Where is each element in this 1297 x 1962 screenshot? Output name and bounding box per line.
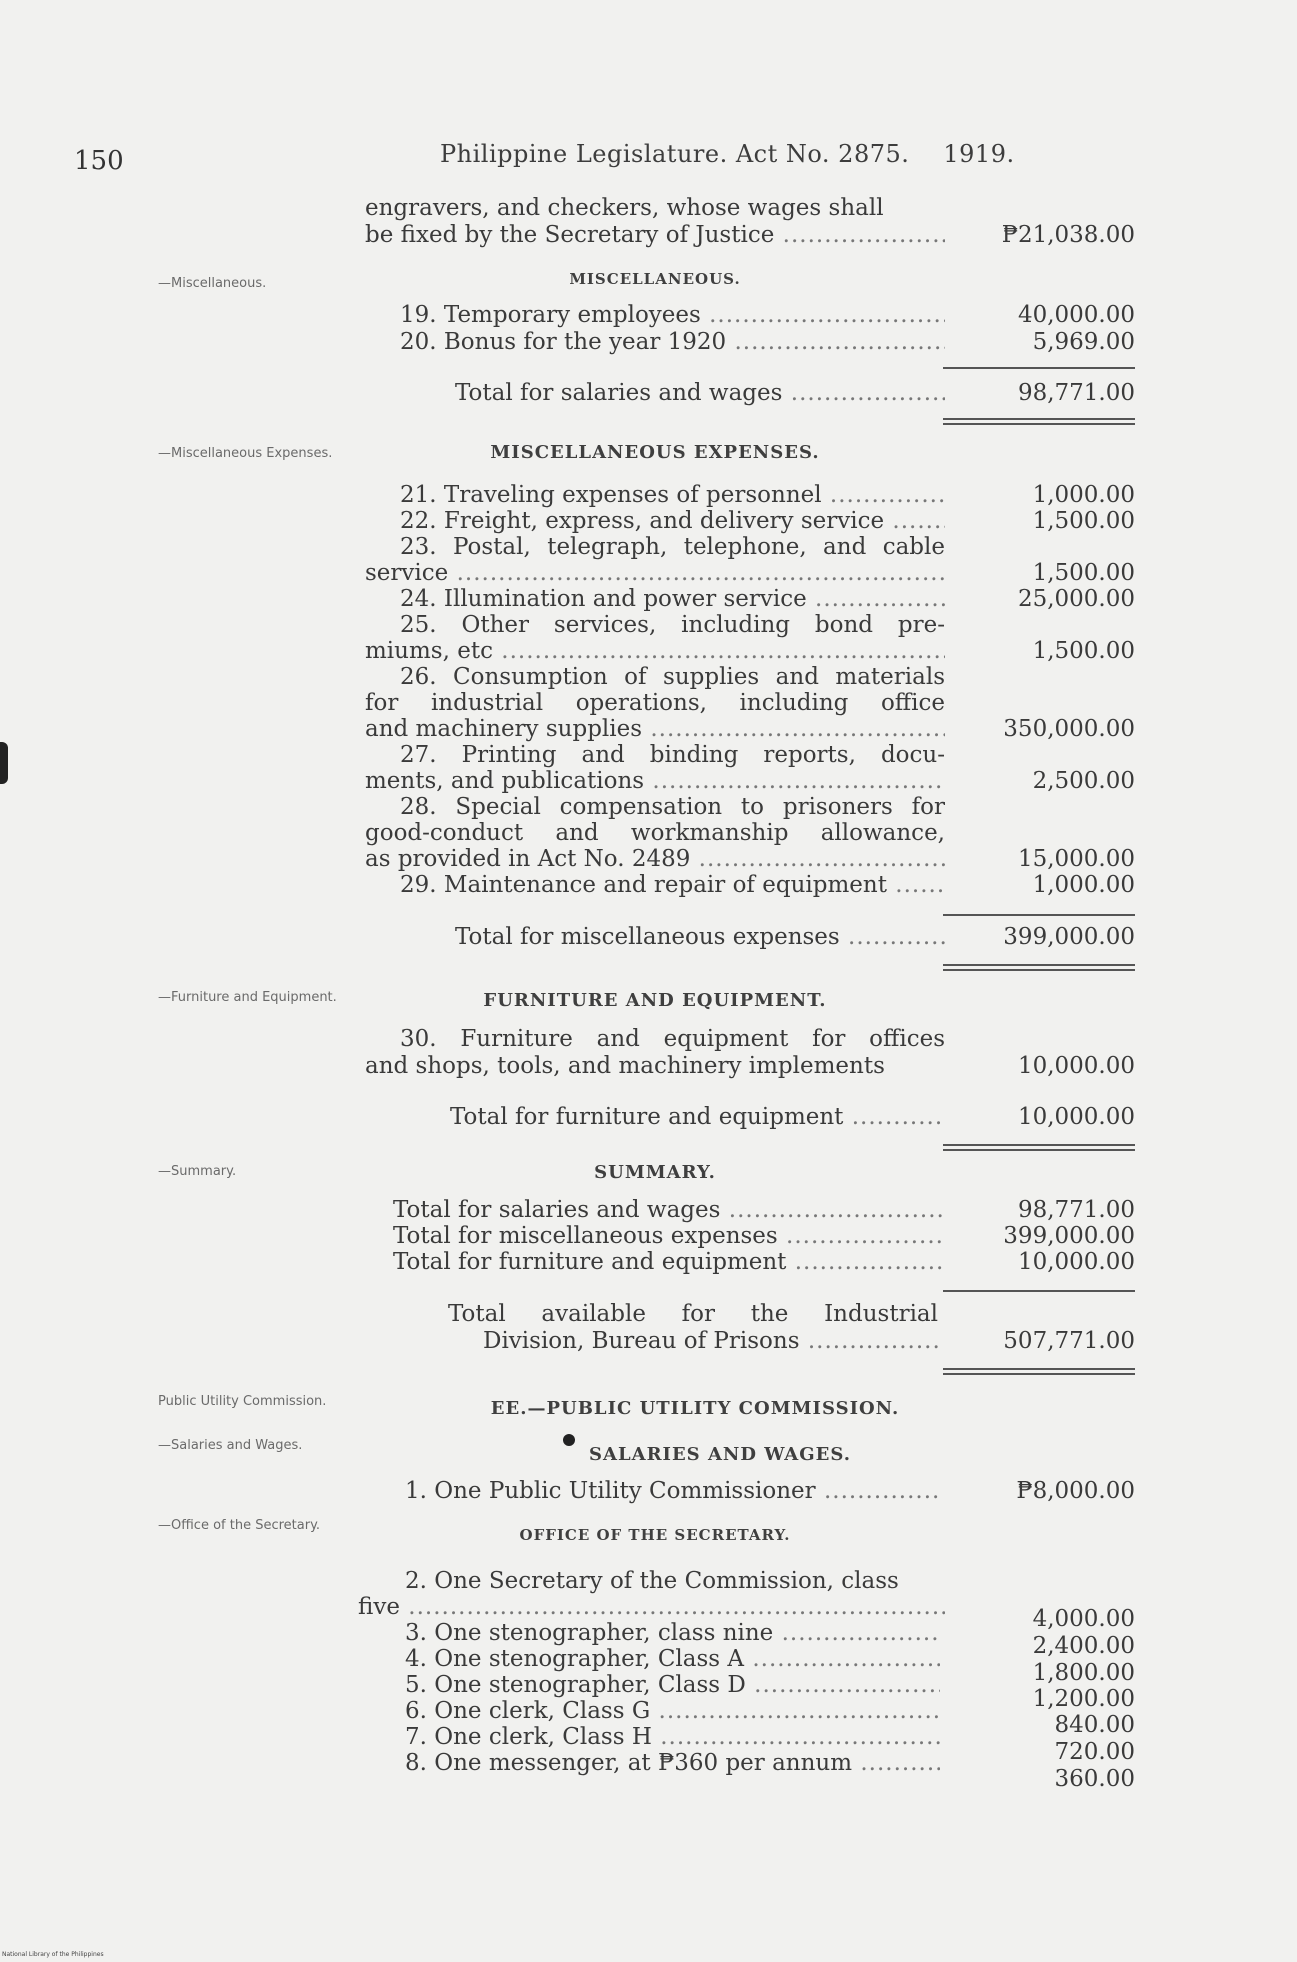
line-item: and shops, tools, and machinery implements 10,000.00 <box>365 1053 1135 1079</box>
page-number: 150 <box>74 146 124 176</box>
line-item: 7. One clerk, Class H ..... <box>405 1724 1135 1751</box>
heading-summary: SUMMARY. <box>594 1162 716 1183</box>
side-note-summary: —Summary. <box>158 1164 237 1179</box>
rule <box>943 367 1135 369</box>
total-misc-expenses-row: Total for miscellaneous expenses ..... 399,000.00 <box>455 924 1135 951</box>
item-2-line-1: 2. One Secretary of the Commission, class <box>405 1568 899 1594</box>
item-25-line-1: 25. Other services, including bond pre- <box>400 612 945 638</box>
continuation-line-1: engravers, and checkers, whose wages shall <box>365 195 884 221</box>
heading-misc-expenses: MISCELLANEOUS EXPENSES. <box>490 442 820 463</box>
page-footer: National Library of the Philippines <box>2 1951 104 1958</box>
side-note-salaries: —Salaries and Wages. <box>158 1438 303 1453</box>
line-item: miums, etc ..... 1,500.00 <box>365 638 1135 665</box>
line-item: 29. Maintenance and repair of equipment ..... 1,000.00 <box>400 872 1135 899</box>
double-rule <box>943 1368 1135 1375</box>
double-rule <box>943 964 1135 971</box>
item-23-line-1: 23. Postal, telegraph, telephone, and cable <box>400 534 945 560</box>
total-salaries-row: Total for salaries and wages ..... 98,771.00 <box>455 380 1135 407</box>
amount-cell: 1,200.00 <box>1032 1686 1135 1712</box>
grand-total-row: Division, Bureau of Prisons ..... 507,771.00 <box>483 1328 1135 1355</box>
summary-row: Total for miscellaneous expenses ..... 399,000.00 <box>393 1223 1135 1250</box>
line-item: service ..... 1,500.00 <box>365 560 1135 587</box>
amount-cell: 4,000.00 <box>1032 1606 1135 1632</box>
line-item: 5. One stenographer, Class D ..... <box>405 1672 1135 1699</box>
heading-miscellaneous: MISCELLANEOUS. <box>569 270 741 288</box>
line-item: 4. One stenographer, Class A ..... <box>405 1646 1135 1673</box>
summary-row: Total for salaries and wages ..... 98,771.00 <box>393 1197 1135 1224</box>
amount-cell: 840.00 <box>1054 1712 1135 1738</box>
heading-furniture: FURNITURE AND EQUIPMENT. <box>483 990 827 1011</box>
side-note-office: —Office of the Secretary. <box>158 1518 321 1533</box>
amount-cell: 2,400.00 <box>1032 1633 1135 1659</box>
line-item: 8. One messenger, at ₱360 per annum ..... <box>405 1750 1135 1777</box>
header-title: Philippine Legislature. Act No. 2875. <box>440 140 910 168</box>
line-item: ments, and publications ..... 2,500.00 <box>365 768 1135 795</box>
amount-cell: 360.00 <box>1054 1766 1135 1792</box>
rule <box>943 1290 1135 1292</box>
double-rule <box>943 418 1135 425</box>
side-note-miscellaneous: —Miscellaneous. <box>158 276 267 291</box>
line-item: 3. One stenographer, class nine ..... <box>405 1620 1135 1647</box>
rule <box>943 914 1135 916</box>
side-note-puc: Public Utility Commission. <box>158 1394 327 1409</box>
item-27-line-1: 27. Printing and binding reports, docu- <box>400 742 945 768</box>
line-item: as provided in Act No. 2489 ..... 15,000.00 <box>365 846 1135 873</box>
header-year: 1919. <box>943 140 1015 168</box>
page-header <box>440 140 1015 168</box>
item-26-line-1: 26. Consumption of supplies and materials <box>400 664 945 690</box>
line-item: 24. Illumination and power service ..... 25,000.00 <box>400 586 1135 613</box>
line-item: and machinery supplies ..... 350,000.00 <box>365 716 1135 743</box>
total-furniture-row: Total for furniture and equipment ..... 10,000.00 <box>450 1104 1135 1131</box>
line-item: 6. One clerk, Class G ..... <box>405 1698 1135 1725</box>
item-28-line-1: 28. Special compensation to prisoners for <box>400 794 945 820</box>
double-rule <box>943 1144 1135 1151</box>
item-26-line-2: for industrial operations, including office <box>365 690 945 716</box>
item-28-line-2: good-conduct and workmanship allowance, <box>365 820 945 846</box>
line-item: 22. Freight, express, and delivery service ..... 1,500.00 <box>400 508 1135 535</box>
line-item: 1. One Public Utility Commissioner ..... ₱8,000.00 <box>405 1478 1135 1505</box>
line-item: 21. Traveling expenses of personnel ..... 1,000.00 <box>400 482 1135 509</box>
line-item: 19. Temporary employees ..... 40,000.00 <box>400 302 1135 329</box>
continuation-amount: ₱21,038.00 <box>1001 222 1135 248</box>
heading-office-secretary: OFFICE OF THE SECRETARY. <box>519 1526 791 1544</box>
summary-row: Total for furniture and equipment ..... 10,000.00 <box>393 1249 1135 1276</box>
binding-edge <box>0 742 8 784</box>
amount-cell: 720.00 <box>1054 1739 1135 1765</box>
item-30-line-1: 30. Furniture and equipment for offices <box>400 1026 945 1052</box>
side-note-misc-expenses: —Miscellaneous Expenses. <box>158 446 333 461</box>
heading-salaries-wages: SALARIES AND WAGES. <box>589 1444 851 1465</box>
side-note-furniture: —Furniture and Equipment. <box>158 990 337 1005</box>
heading-puc: EE.—PUBLIC UTILITY COMMISSION. <box>490 1398 900 1419</box>
amount-cell: 1,800.00 <box>1032 1660 1135 1686</box>
continuation-line-2: be fixed by the Secretary of Justice ..... <box>365 222 945 249</box>
continuation-row <box>365 222 1135 249</box>
grand-total-line-1: Total available for the Industrial <box>448 1301 938 1327</box>
line-item: five ..... <box>358 1594 1135 1621</box>
line-item: 20. Bonus for the year 1920 ..... 5,969.00 <box>400 329 1135 356</box>
